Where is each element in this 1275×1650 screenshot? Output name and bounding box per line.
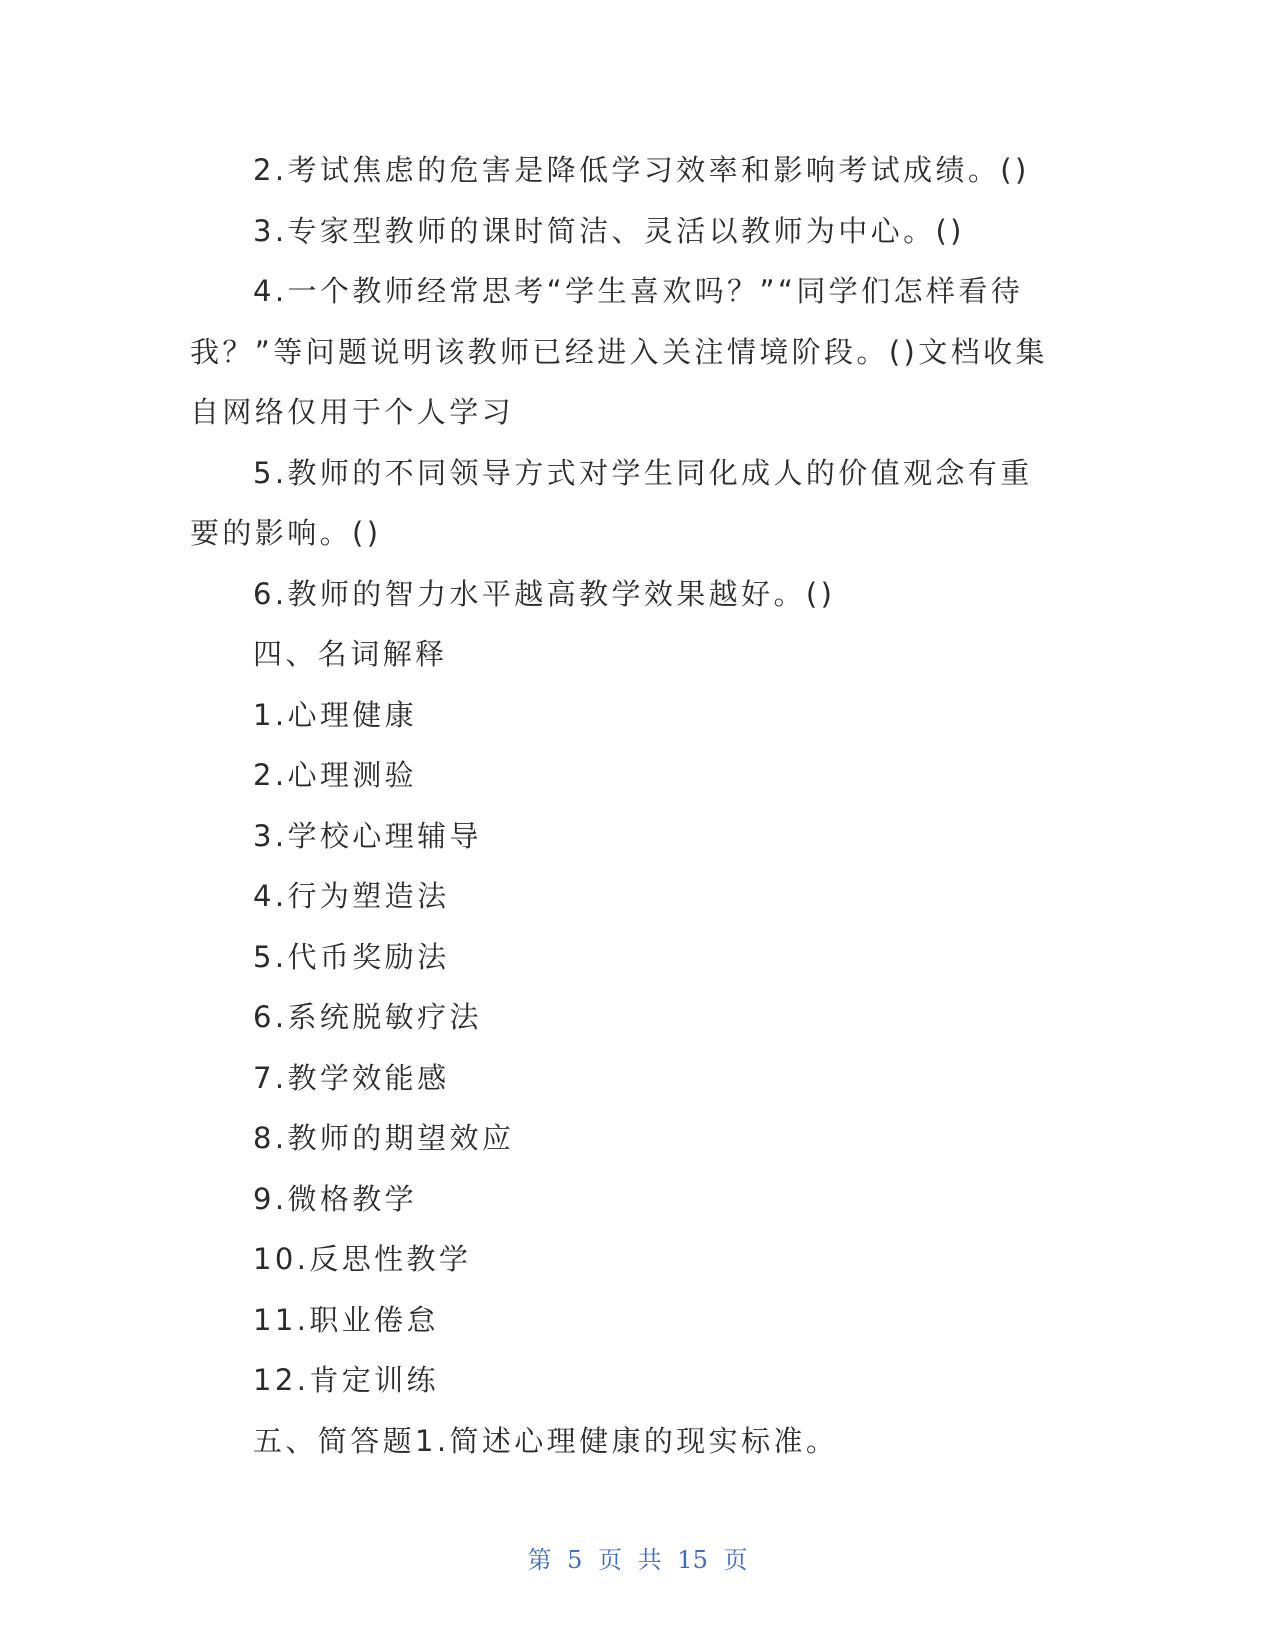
term-item-6: 6.系统脱敏疗法: [253, 1000, 482, 1034]
term-item-7: 7.教学效能感: [253, 1060, 450, 1095]
term-item-5: 5.代币奖励法: [253, 939, 450, 974]
term-item-3: 3.学校心理辅导: [253, 818, 482, 853]
term-item-9: 9.微格教学: [253, 1181, 418, 1216]
paragraph-true-false-2: 2.考试焦虑的危害是降低学习效率和影响考试成绩。(): [253, 153, 1030, 187]
term-item-4: 4.行为塑造法: [253, 879, 450, 913]
section-heading-short-answer: 五、简答题1.简述心理健康的现实标准。: [253, 1423, 839, 1458]
page-number-footer: 第 5 页 共 15 页: [527, 1546, 748, 1574]
term-item-8: 8.教师的期望效应: [253, 1121, 515, 1155]
document-body: [190, 140, 1060, 1471]
paragraph-true-false-5: 5.教师的不同领导方式对学生同化成人的价值观念有重要的影响。(): [190, 455, 1033, 550]
paragraph-true-false-3: 3.专家型教师的课时简洁、灵活以教师为中心。(): [253, 213, 965, 248]
term-item-2: 2.心理测验: [253, 758, 418, 792]
term-item-11: 11.职业倦怠: [253, 1302, 439, 1337]
paragraph-true-false-6: 6.教师的智力水平越高教学效果越好。(): [253, 576, 836, 611]
term-item-10: 10.反思性教学: [253, 1242, 472, 1276]
section-heading-term-definitions: 四、名词解释: [253, 637, 448, 671]
paragraph-true-false-4: 4.一个教师经常思考“学生喜欢吗？”“同学们怎样看待我？”等问题说明该教师已经进入关注情境阶段。()文档收集自网络仅用于个人学习: [190, 274, 1048, 429]
term-item-12: 12.肯定训练: [253, 1363, 439, 1397]
term-item-1: 1.心理健康: [253, 697, 418, 732]
